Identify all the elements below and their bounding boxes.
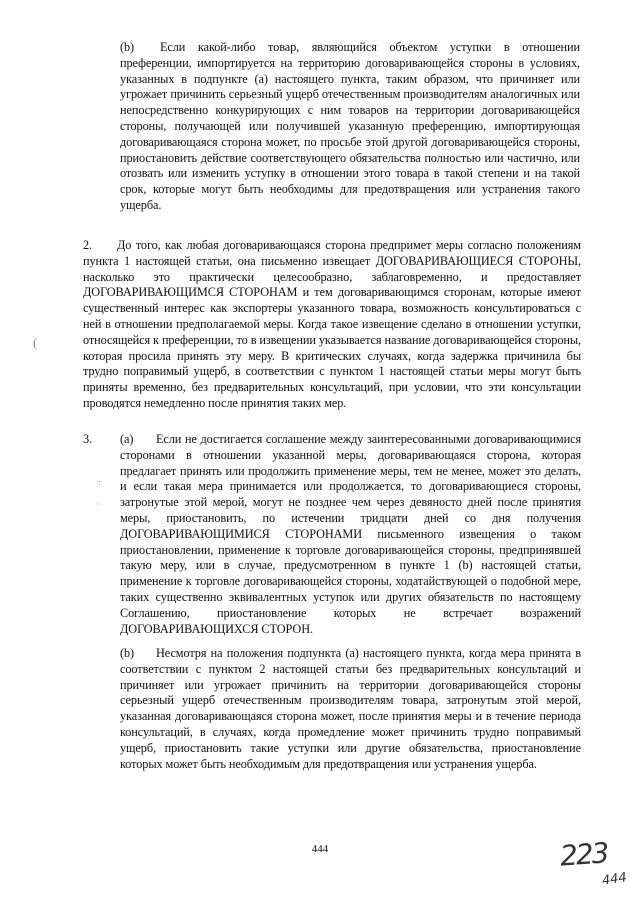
paragraph-3a <box>120 432 581 637</box>
subparagraph-marker: (b) <box>120 40 135 54</box>
paragraph-3b <box>120 646 581 772</box>
page-number: 444 <box>311 843 329 855</box>
paragraph-text: До того, как любая договаривающаяся сторона предпримет меры согласно положениям пункта 1 настоящей статьи, она письменно извещает ДОГОВАРИВАЮЩИЕСЯ СТОРОНЫ, насколько это практически целесообразно, заблаговременно, и предоставляет ДОГОВАРИВАЮЩИМСЯ СТОРОНАМ и тем договаривающимся сторонам, которые имеют существенный интерес как экспортеры указанного товара, возможность консультироваться с ней в отношении предполагаемой меры. Когда такое извещение сделано в отношении уступки, относящейся к преференции, то в извещении указывается название договаривающейся стороны, которая просила принять эту меру. В критических случаях, когда задержка причинила бы трудно поправимый ущерб, в соответствии с пунктом 1 настоящей статьи меры могут быть приняты временно, без предварительных консультаций, при условии, что эти консультации проводятся немедленно после принятия таких мер. <box>83 238 581 410</box>
paragraph-1b <box>120 40 580 214</box>
handwritten-folio-number: 223 <box>558 836 609 873</box>
subparagraph-marker: (a) <box>120 432 134 446</box>
margin-bracket-mark: ( <box>33 335 38 350</box>
scan-speck: · <box>97 500 100 509</box>
paragraph-number: 3. <box>83 432 93 446</box>
paragraph-text: Если какой-либо товар, являющийся объектом уступки в отношении преференции, импортируется на территорию договаривающейся стороны в условиях, указанных в подпункте (а) настоящего пункта, таким образом, что причиняет или угрожает причинить серьезный ущерб отечественным производителям аналогичных или непосредственно конкурирующих с ним товаров на территории договаривающейся стороны, получающей или получившей указанную преференцию, импортирующая договаривающаяся сторона может, по просьбе этой другой договаривающейся стороны, приостановить действие соответствующего обязательства полностью или частично, или отозвать или изменить уступку в отношении этого товара в такой степени и на такой срок, которые могут быть необходимы для предотвращения или устранения такого ущерба. <box>120 40 580 212</box>
paragraph-number: 2. <box>83 238 93 252</box>
scan-speck: ·: <box>96 478 101 487</box>
handwritten-page-note: 444 <box>601 870 628 889</box>
subparagraph-marker: (b) <box>120 646 135 660</box>
paragraph-text: Если не достигается соглашение между заинтересованными договаривающимися сторонами в отношении указанной меры, договаривающаяся сторона, которая предлагает принять или продолжить применение меры, тем не менее, может это делать, и если такая мера принимается или продолжается, то договаривающиеся стороны, затронутые этой мерой, могут не позднее чем через девяносто дней после принятия меры, приостановить, по истечении тридцати дней со дня получения ДОГОВАРИВАЮЩИМИСЯ СТОРОНАМИ письменного извещения о таком приостановлении, применение к торговле договаривающейся стороны, предпринявшей такую меру, или в случае, предусмотренном в пункте 1 (b) настоящей статьи, применение к торговле договаривающейся стороны, ходатайствующей о подобной мере, таких существенно эквивалентных уступок или других обязательств по настоящему Соглашению, приостановление которых не встречает возражений ДОГОВАРИВАЮЩИХСЯ СТОРОН. <box>120 432 581 636</box>
paragraph-text: Несмотря на положения подпункта (а) настоящего пункта, когда мера принята в соответствии с пунктом 2 настоящей статьи без предварительных консультаций и причиняет или угрожает причинить на территории договаривающейся стороны серьезный ущерб отечественным производителям товара, затронутым этой мерой, указанная договаривающаяся сторона может, после принятия меры и в течение периода консультаций, в случаях, когда промедление может причинить трудно поправимый ущерб, приостановить такие уступки или другие обязательства, приостановление которых может быть необходимым для предотвращения или устранения ущерба. <box>120 646 581 771</box>
paragraph-2 <box>83 238 581 412</box>
